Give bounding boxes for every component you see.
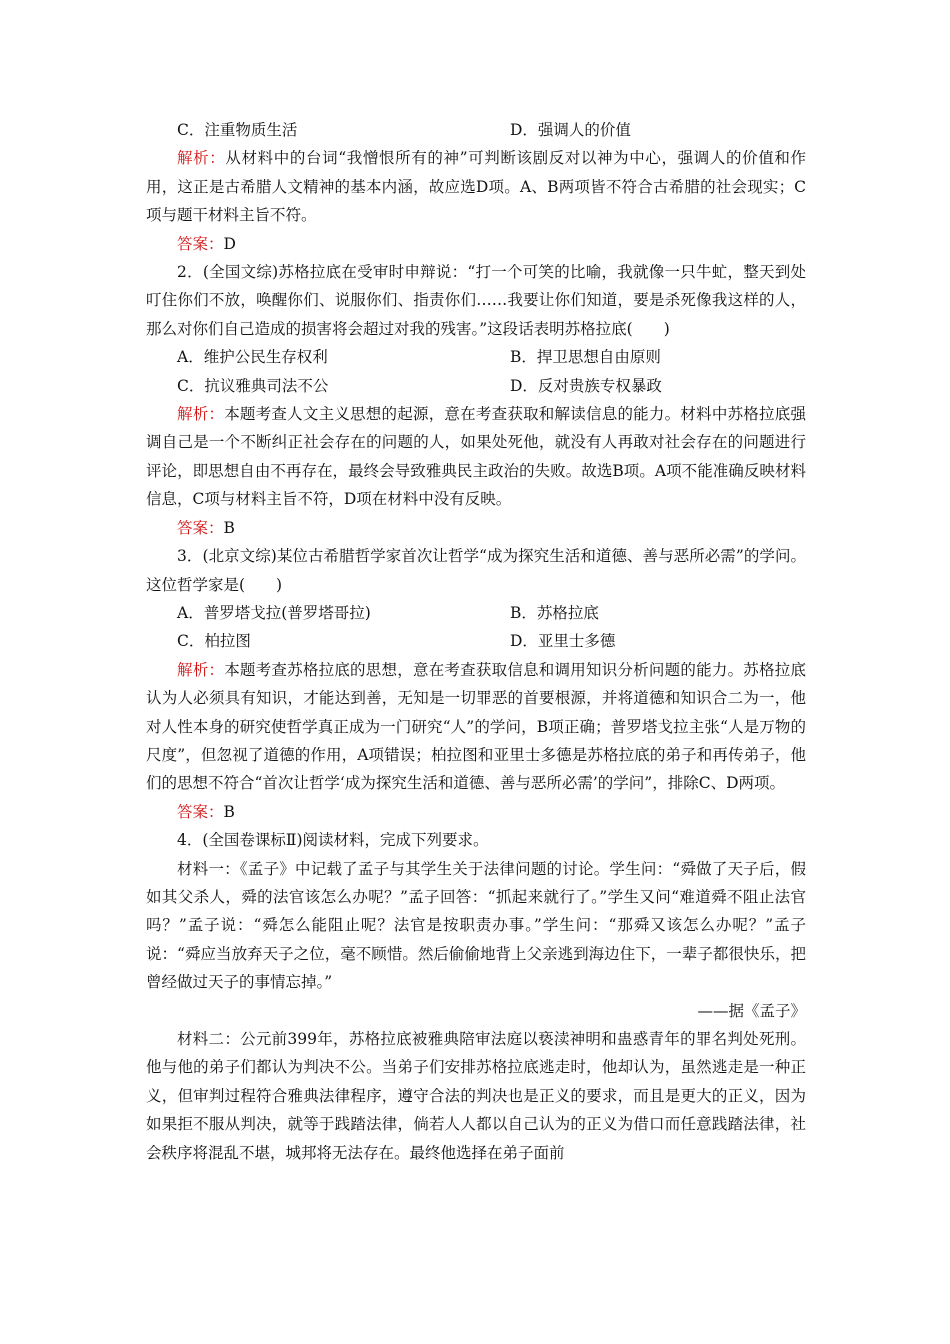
q2-answer-value: B	[223, 518, 235, 537]
q1-analysis	[146, 144, 806, 229]
q3-option-c[interactable]: C．柏拉图	[177, 632, 251, 651]
q2-options-ab	[146, 343, 806, 371]
q2-option-c[interactable]: C．抗议雅典司法不公	[177, 376, 329, 395]
q2-stem: 2．(全国文综)苏格拉底在受审时申辩说：“打一个可笑的比喻，我就像一只牛虻，整天到处叮住你们不放，唤醒你们、说服你们、指责你们……我要让你们知道，要是杀死像我这样的人，那么对你们自己造成的损害将会超过对我的残害。”这段话表明苏格拉底( )	[146, 263, 806, 338]
q1-answer	[146, 230, 806, 258]
q3-options-cd	[146, 627, 806, 655]
q2-analysis	[146, 400, 806, 514]
q3-options-ab	[146, 599, 806, 627]
q3-analysis-label: 解析：	[177, 660, 225, 679]
q1-option-c[interactable]: C．注重物质生活	[177, 121, 298, 139]
q2-option-d[interactable]: D．反对贵族专权暴政	[510, 376, 662, 395]
q1-analysis-label: 解析：	[177, 149, 226, 168]
q1-answer-value: D	[223, 234, 236, 253]
q2-answer-label: 答案：	[177, 518, 224, 537]
q4-material-1-source: ——据《孟子》	[697, 1001, 806, 1020]
q3-option-d[interactable]: D．亚里士多德	[510, 632, 616, 651]
q2-analysis-label: 解析：	[177, 405, 225, 424]
q4-material-2: 材料二：公元前399年，苏格拉底被雅典陪审法庭以亵渎神明和蛊惑青年的罪名判处死刑。他与他的弟子们都认为判决不公。当弟子们安排苏格拉底逃走时，他却认为，虽然逃走是一种正义，但审判过程符合雅典法律程序，遵守合法的判决也是正义的要求，而且是更大的正义，因为如果拒不服从判决，就等于践踏法律，倘若人人都以自己认为的正义为借口而任意践踏法律，社会秩序将混乱不堪，城邦将无法存在。最终他选择在弟子面前	[146, 1030, 806, 1162]
q2-answer	[146, 514, 806, 542]
q2-option-a[interactable]: A．维护公民生存权利	[177, 348, 328, 367]
q3-answer-value: B	[223, 802, 235, 821]
q2-option-b[interactable]: B．捍卫思想自由原则	[510, 348, 661, 367]
document-page	[146, 116, 806, 1167]
q3-option-a[interactable]: A．普罗塔戈拉(普罗塔哥拉)	[177, 603, 371, 622]
q1-analysis-text: 从材料中的台词“我憎恨所有的神”可判断该剧反对以神为中心，强调人的价值和作用，这正是古希腊人文精神的基本内涵，故应选D项。A、B两项皆不符合古希腊的社会现实；C项与题干材料主旨不符。	[146, 149, 806, 225]
q3-option-b[interactable]: B．苏格拉底	[510, 603, 599, 622]
q4-stem: 4．(全国卷课标Ⅱ)阅读材料，完成下列要求。	[177, 831, 489, 850]
q3-stem: 3．(北京文综)某位古希腊哲学家首次让哲学“成为探究生活和道德、善与恶所必需”的学问。这位哲学家是( )	[146, 547, 806, 594]
q1-answer-label: 答案：	[177, 234, 224, 253]
q3-analysis-text: 本题考查苏格拉底的思想，意在考查获取信息和调用知识分析问题的能力。苏格拉底认为人必须具有知识，才能达到善，无知是一切罪恶的首要根源，并将道德和知识合二为一，他对人性本身的研究使哲学真正成为一门研究“人”的学问，B项正确；普罗塔戈拉主张“人是万物的尺度”，但忽视了道德的作用，A项错误；柏拉图和亚里士多德是苏格拉底的弟子和再传弟子，他们的思想不符合“首次让哲学‘成为探究生活和道德、善与恶所必需’的学问”，排除C、D两项。	[146, 660, 806, 793]
q1-option-d[interactable]: D．强调人的价值	[510, 121, 631, 139]
q3-answer-label: 答案：	[177, 802, 224, 821]
q3-analysis	[146, 656, 806, 798]
q4-material-1: 材料一：《孟子》中记载了孟子与其学生关于法律问题的讨论。学生问：“舜做了天子后，假如其父杀人，舜的法官该怎么办呢？”孟子回答：“抓起来就行了。”学生又问“难道舜不阻止法官吗？”孟子说：“舜怎么能阻止呢？法官是按职责办事。”学生问：“那舜又该怎么办呢？”孟子说：“舜应当放弃天子之位，毫不顾惜。然后偷偷地背上父亲逃到海边住下，一辈子都很快乐，把曾经做过天子的事情忘掉。”	[146, 859, 806, 992]
q3-answer	[146, 798, 806, 826]
q2-analysis-text: 本题考查人文主义思想的起源，意在考查获取和解读信息的能力。材料中苏格拉底强调自己是一个不断纠正社会存在的问题的人，如果处死他，就没有人再敢对社会存在的问题进行评论，即思想自由不再存在，最终会导致雅典民主政治的失败。故选B项。A项不能准确反映材料信息，C项与材料主旨不符，D项在材料中没有反映。	[146, 405, 806, 509]
q1-options-cd	[146, 116, 806, 144]
q2-options-cd	[146, 372, 806, 400]
